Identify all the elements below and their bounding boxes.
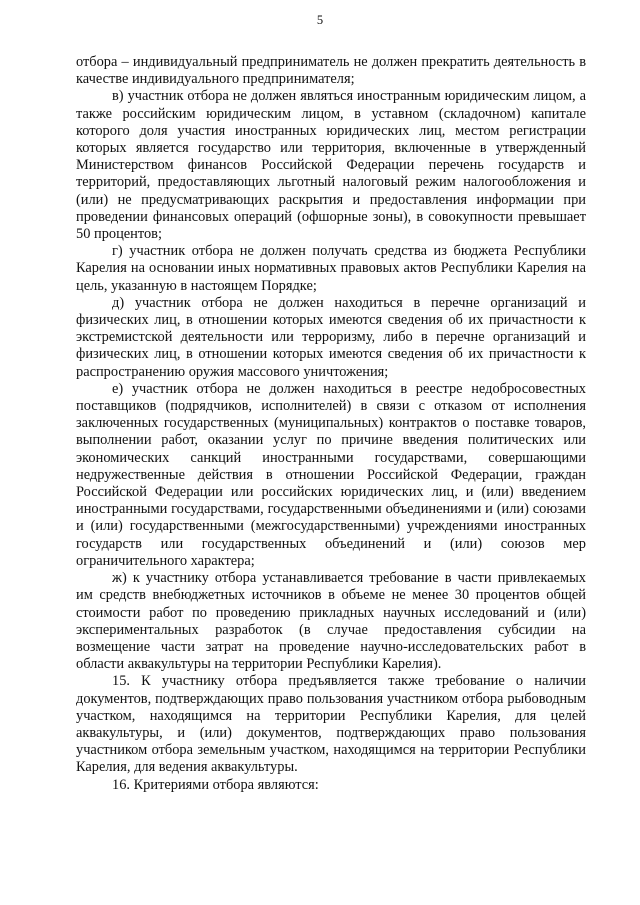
paragraph-clause-15: 15. К участнику отбора предъявляется также требование о наличии документов, подтверждающих право пользования участником отбора рыбоводным участком, находящимся на территории Республики Карелия, для целей аквакультуры, и (или) документов, подтверждающих право пользования участником отбора земельным участком, находящимся на территории Республики Карелия, для ведения аквакультуры. (76, 673, 586, 776)
paragraph-item-v: в) участник отбора не должен являться иностранным юридическим лицом, а также российским юридическим лицом, в уставном (складочном) капитале которого доля участия иностранных юридических лиц, местом регистрации которых является государство или территория, включенные в утвержденный Министерством финансов Российской Федерации перечень государств и территорий, предоставляющих льготный налоговый режим налогообложения и (или) не предусматривающих раскрытия и предоставления информации при проведении финансовых операций (офшорные зоны), в совокупности превышает 50 процентов; (76, 88, 586, 243)
document-body (76, 54, 586, 794)
paragraph-item-g: г) участник отбора не должен получать средства из бюджета Республики Карелия на основании иных нормативных правовых актов Республики Карелия на цель, указанную в настоящем Порядке; (76, 243, 586, 294)
paragraph-item-d: д) участник отбора не должен находиться в перечне организаций и физических лиц, в отношении которых имеются сведения об их причастности к экстремистской деятельности или терроризму, либо в перечне организаций и физических лиц, в отношении которых имеются сведения об их причастности к распространению оружия массового уничтожения; (76, 294, 586, 380)
paragraph-continuation: отбора – индивидуальный предприниматель не должен прекратить деятельность в качестве индивидуального предпринимателя; (76, 54, 586, 88)
paragraph-item-e: е) участник отбора не должен находиться в реестре недобросовестных поставщиков (подрядчиков, исполнителей) в связи с отказом от исполнения заключенных государственных (муниципальных) контрактов о поставке товаров, выполнении работ, оказании услуг по причине введения политических или экономических санкций иностранными государствами, совершающими недружественные действия в отношении Российской Федерации, граждан Российской Федерации или российских юридических лиц, и (или) введением иностранными государствами, государственными объединениями и (или) союзами и (или) государственными (межгосударственными) учреждениями иностранных государств или государственных объединений и (или) союзов мер ограничительного характера; (76, 380, 586, 569)
paragraph-item-zh: ж) к участнику отбора устанавливается требование в части привлекаемых им средств внебюджетных источников в объеме не менее 30 процентов общей стоимости работ по проведению прикладных научных исследований и (или) экспериментальных разработок (в случае предоставления субсидии на возмещение части затрат на проведение научно-исследовательских работ в области аквакультуры на территории Республики Карелия). (76, 570, 586, 673)
paragraph-clause-16: 16. Критериями отбора являются: (112, 776, 319, 793)
page-number: 5 (316, 13, 324, 27)
